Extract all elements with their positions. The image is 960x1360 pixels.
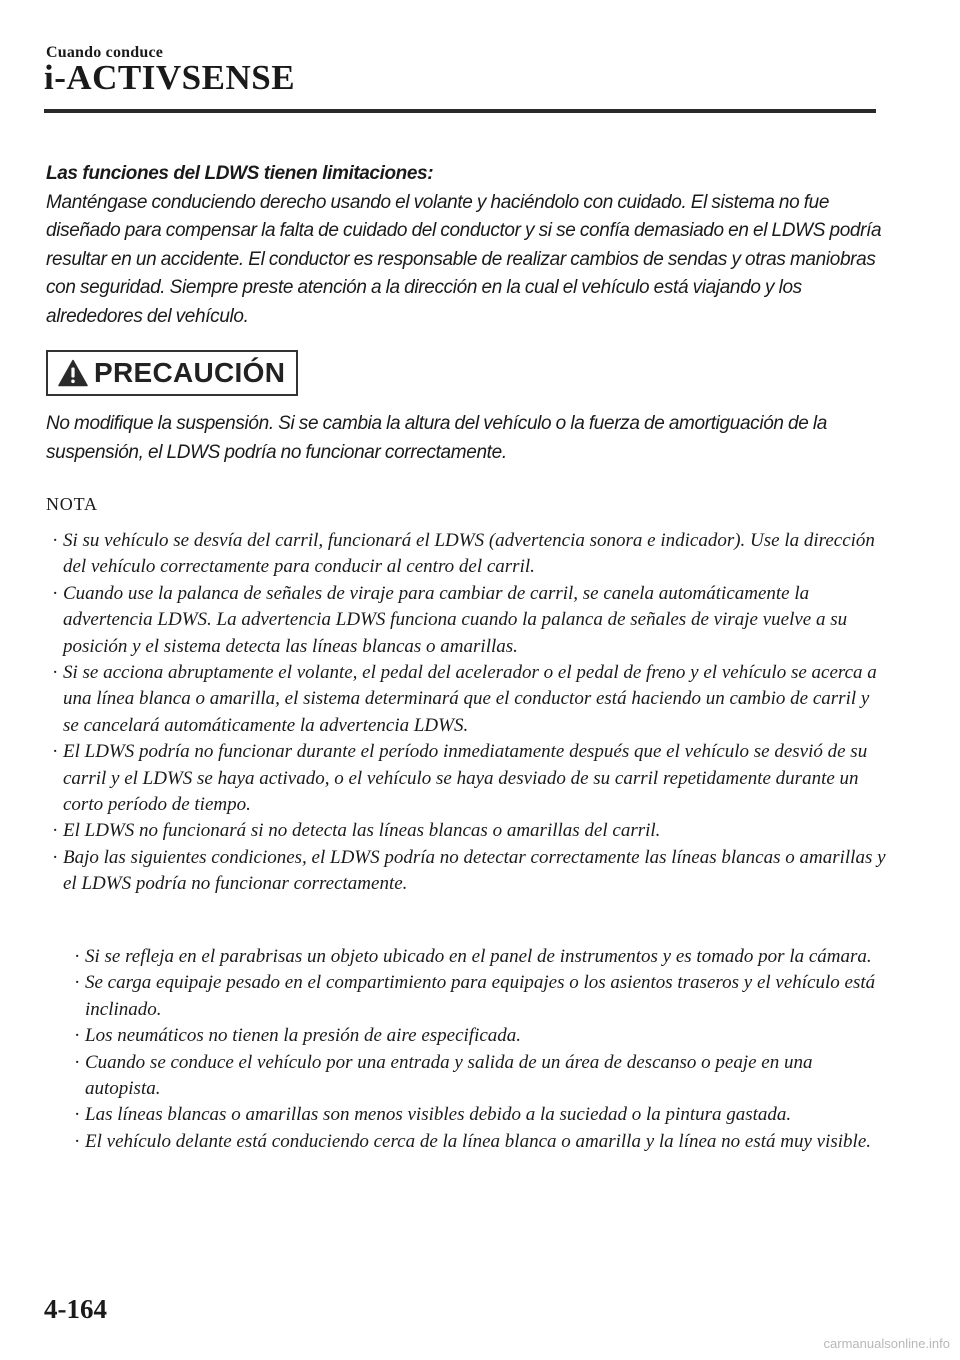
note-item: · Bajo las siguientes condiciones, el LDWS podría no detectar correctamente las líneas blancas o amarillas y el LDWS podría no funcionar correctamente. (46, 845, 886, 898)
page-number: 4-164 (44, 1294, 107, 1324)
warning-body: Manténgase conduciendo derecho usando el volante y haciéndolo con cuidado. El sistema no fue diseñado para compensar la falta de cuidado del conductor y si se confía demasiado en el LDWS podría resultar en un accidente. El conductor es responsable de realizar cambios de sendas y otras maniobras con seguridad. Siempre preste atención a la dirección en la cual el vehículo está viajando y los alrededores del vehículo. (46, 191, 882, 327)
caution-label: PRECAUCIÓN (94, 357, 286, 388)
caution-banner (46, 350, 298, 396)
note-item: · Si su vehículo se desvía del carril, funcionará el LDWS (advertencia sonora e indicador). Use la dirección del vehículo correctamente para conducir al centro del carril. (46, 528, 886, 581)
note-label: NOTA (46, 494, 98, 514)
condition-item: · Los neumáticos no tienen la presión de aire especificada. (68, 1023, 888, 1049)
condition-sublist (68, 944, 888, 1155)
condition-item: · Cuando se conduce el vehículo por una entrada y salida de un área de descanso o peaje en una autopista. (68, 1050, 888, 1103)
note-item: · El LDWS podría no funcionar durante el período inmediatamente después que el vehículo se desvió de su carril y el LDWS se haya activado, o el vehículo se haya desviado de su carril repetidamente durante un corto período de tiempo. (46, 739, 886, 818)
note-item: · Si se acciona abruptamente el volante, el pedal del acelerador o el pedal de freno y el vehículo se acerca a una línea blanca o amarilla, el sistema determinará que el conductor está haciendo un cambio de carril y se cancelará automáticamente la advertencia LDWS. (46, 660, 886, 739)
note-item: · Cuando use la palanca de señales de viraje para cambiar de carril, se canela automáticamente la advertencia LDWS. La advertencia LDWS funciona cuando la palanca de señales de viraje vuelve a su posición y el sistema detecta las líneas blancas o amarillas. (46, 581, 886, 660)
warning-block (46, 160, 886, 332)
warning-heading: Las funciones del LDWS tienen limitaciones: (46, 163, 434, 184)
note-list (46, 528, 886, 898)
note-item: · El LDWS no funcionará si no detecta las líneas blancas o amarillas del carril. (46, 818, 886, 844)
section-label: Cuando conduce (46, 44, 164, 61)
warning-triangle-icon (58, 359, 88, 387)
condition-item: · El vehículo delante está conduciendo cerca de la línea blanca o amarilla y la línea no está muy visible. (68, 1129, 888, 1155)
caution-text: No modifique la suspensión. Si se cambia la altura del vehículo o la fuerza de amortiguación de la suspensión, el LDWS podría no funcionar correctamente. (46, 413, 828, 463)
condition-item: · Las líneas blancas o amarillas son menos visibles debido a la suciedad o la pintura gastada. (68, 1102, 888, 1128)
condition-item: · Se carga equipaje pesado en el compartimiento para equipajes o los asientos traseros y el vehículo está inclinado. (68, 970, 888, 1023)
page-title: i-ACTIVSENSE (44, 58, 296, 97)
watermark-text: carmanualsonline.info (823, 1336, 950, 1351)
header-divider (44, 109, 876, 113)
condition-item: · Si se refleja en el parabrisas un objeto ubicado en el panel de instrumentos y es tomado por la cámara. (68, 944, 888, 970)
